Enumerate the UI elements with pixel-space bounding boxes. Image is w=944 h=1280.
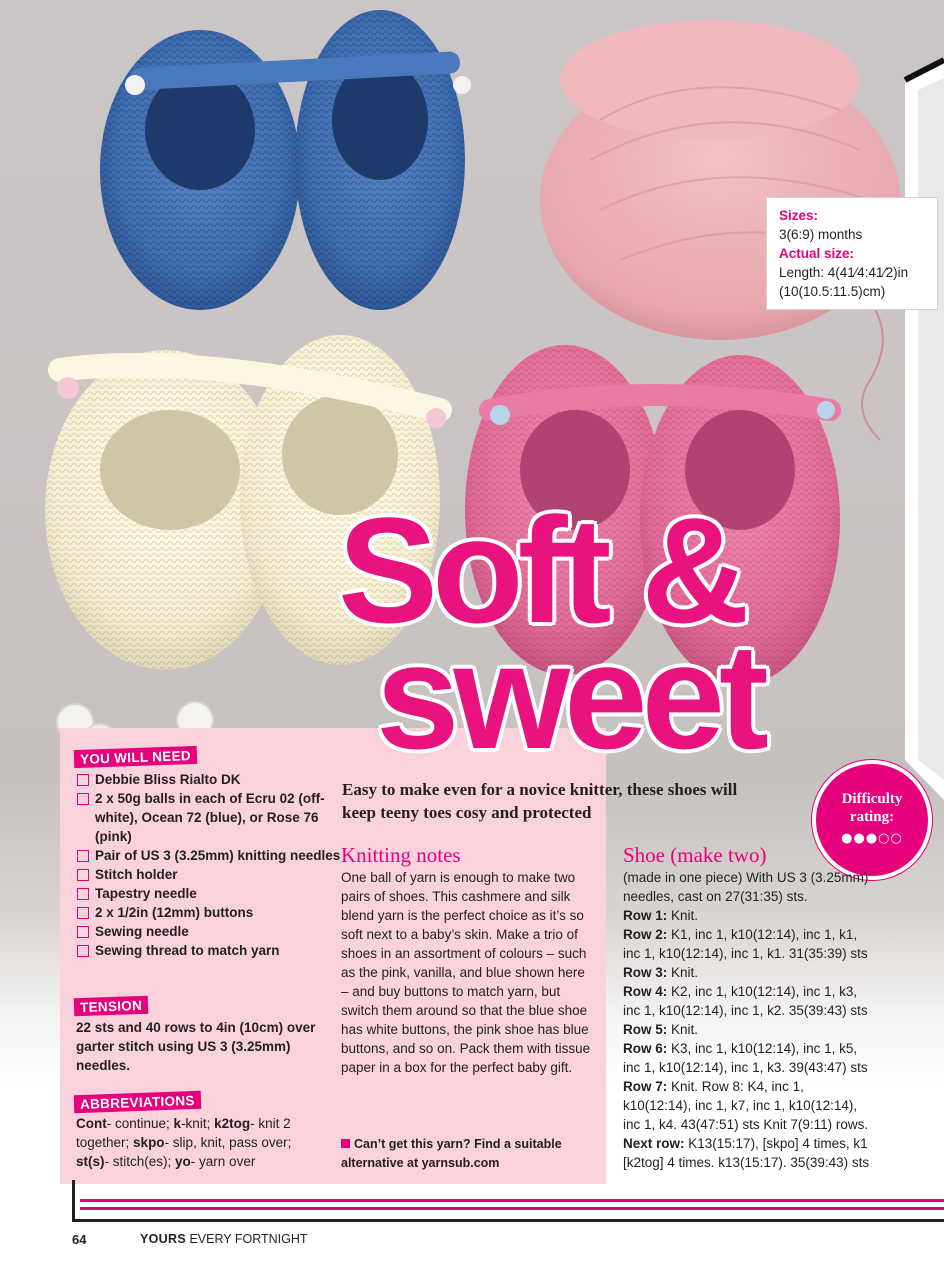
pattern-row bbox=[623, 925, 875, 963]
row-text: K13(15:17), [skpo] 4 times, k1 [k2tog] 4 times. k13(15:17). 35(39:43) sts bbox=[623, 1136, 870, 1170]
pattern-row bbox=[623, 1039, 875, 1077]
row-label: Row 6: bbox=[623, 1041, 668, 1056]
difficulty-label-1: Difficulty bbox=[841, 791, 903, 807]
pattern-row bbox=[623, 982, 875, 1020]
list-item: Tapestry needle bbox=[76, 884, 346, 903]
row-text: Knit. Row 8: K4, inc 1, k10(12:14), inc 1, k7, inc 1, k10(12:14), inc 1, k4. 43(47:51) sts Knit 7(9:11) rows. bbox=[623, 1079, 869, 1132]
list-item: Stitch holder bbox=[76, 865, 346, 884]
list-item: 2 x 50g balls in each of Ecru 02 (off-white), Ocean 72 (blue), or Rose 76 (pink) bbox=[76, 789, 346, 846]
difficulty-rating-dots: ●●●○○ bbox=[841, 831, 903, 846]
difficulty-label-2: rating: bbox=[849, 809, 895, 825]
abbrev-def: - continue; bbox=[106, 1116, 174, 1131]
page-number: 64 bbox=[72, 1232, 87, 1247]
tension-text: 22 sts and 40 rows to 4in (10cm) over garter stitch using US 3 (3.25mm) needles. bbox=[76, 1020, 316, 1073]
tension-heading: TENSION bbox=[74, 996, 149, 1017]
list-item: Debbie Bliss Rialto DK bbox=[76, 770, 346, 789]
row-label: Row 7: bbox=[623, 1079, 668, 1094]
knitting-notes-text: One ball of yarn is enough to make two pairs of shoes. This cashmere and silk blend yarn is the perfect choice as it’s so soft next to a baby’s skin. Make a trio of shoes in an assortment of colours – such as the pink, vanilla, and blue shown here – and buy buttons to match yarn, but switch them around so that the blue shoe has white buttons, the pink shoe has blue buttons, and so on. Pack them with tissue paper in a box for the perfect baby gift. bbox=[341, 870, 591, 1075]
row-label: Next row: bbox=[623, 1136, 685, 1151]
shoe-heading: Shoe (make two) bbox=[623, 843, 767, 867]
row-text: K1, inc 1, k10(12:14), inc 1, k1, inc 1, k10(12:14), inc 1, k1. 31(35:39) sts bbox=[623, 927, 868, 961]
pattern-row bbox=[623, 1077, 875, 1134]
abbrev-term: skpo bbox=[133, 1135, 165, 1150]
footer-rule bbox=[72, 1219, 944, 1222]
abbrev-def: - yarn over bbox=[190, 1154, 256, 1169]
actual-size-line2: (10(10.5:11.5)cm) bbox=[779, 284, 886, 299]
headline-line2: sweet bbox=[376, 612, 763, 780]
abbrev-term: Cont bbox=[76, 1116, 107, 1131]
row-label: Row 4: bbox=[623, 984, 668, 999]
row-label: Row 2: bbox=[623, 927, 668, 942]
abbrev-def: - knit 2 together; bbox=[76, 1116, 291, 1150]
abbrev-def: -knit; bbox=[181, 1116, 215, 1131]
bullet-square-icon bbox=[341, 1139, 350, 1148]
magazine-frequency: EVERY FORTNIGHT bbox=[189, 1232, 308, 1246]
row-text: Knit. bbox=[667, 965, 699, 980]
list-item: Sewing thread to match yarn bbox=[76, 941, 346, 960]
yarn-substitute-note bbox=[341, 1135, 596, 1173]
you-will-need-heading: YOU WILL NEED bbox=[74, 746, 197, 768]
abbrev-def: - slip, knit, pass over; bbox=[164, 1135, 292, 1150]
row-text: Knit. bbox=[667, 908, 699, 923]
abbrev-term: st(s) bbox=[76, 1154, 105, 1169]
pattern-row bbox=[623, 906, 875, 925]
row-text: K3, inc 1, k10(12:14), inc 1, k5, inc 1, k10(12:14), inc 1, k3. 39(43:47) sts bbox=[623, 1041, 868, 1075]
list-item: Pair of US 3 (3.25mm) knitting needles bbox=[76, 846, 346, 865]
sizes-value: 3(6:9) months bbox=[779, 227, 863, 242]
row-text: K2, inc 1, k10(12:14), inc 1, k3, inc 1, k10(12:14), inc 1, k2. 35(39:43) sts bbox=[623, 984, 868, 1018]
sizes-box bbox=[766, 197, 938, 310]
abbrev-def: - stitch(es); bbox=[104, 1154, 176, 1169]
yarn-substitute-text: Can’t get this yarn? Find a suitable alternative at yarnsub.com bbox=[341, 1137, 562, 1170]
magazine-name: YOURS bbox=[140, 1232, 186, 1246]
headline-line1: Soft & bbox=[338, 486, 744, 654]
list-item: 2 x 1/2in (12mm) buttons bbox=[76, 903, 346, 922]
list-item: Sewing needle bbox=[76, 922, 346, 941]
frame-line bbox=[72, 1180, 75, 1222]
frame-edge bbox=[905, 60, 944, 800]
abbrev-term: k2tog bbox=[214, 1116, 251, 1131]
standfirst: Easy to make even for a novice knitter, these shoes will keep teeny toes cosy and protected bbox=[342, 780, 738, 822]
row-text: Knit. bbox=[667, 1022, 699, 1037]
magazine-footer bbox=[140, 1232, 308, 1246]
headline bbox=[338, 486, 818, 780]
footer-rule bbox=[80, 1207, 944, 1210]
abbreviations-text bbox=[76, 1114, 326, 1171]
difficulty-badge bbox=[812, 760, 932, 880]
actual-size-line1: Length: 4(41⁄4:41⁄2)in bbox=[779, 265, 909, 280]
abbrev-term: yo bbox=[175, 1154, 191, 1169]
shoe-pattern bbox=[623, 868, 875, 1172]
row-label: Row 3: bbox=[623, 965, 668, 980]
shoe-intro: (made in one piece) With US 3 (3.25mm) needles, cast on 27(31:35) sts. bbox=[623, 870, 869, 904]
pattern-row bbox=[623, 1020, 875, 1039]
you-will-need-list bbox=[76, 770, 346, 960]
actual-size-label: Actual size: bbox=[779, 246, 855, 261]
abbrev-term: k bbox=[173, 1116, 182, 1131]
row-label: Row 5: bbox=[623, 1022, 668, 1037]
sizes-label: Sizes: bbox=[779, 208, 819, 223]
pattern-row bbox=[623, 1134, 875, 1172]
knitting-notes-heading: Knitting notes bbox=[341, 843, 461, 867]
footer-rule bbox=[80, 1199, 944, 1202]
pattern-row bbox=[623, 963, 875, 982]
abbreviations-heading: ABBREVIATIONS bbox=[74, 1091, 201, 1113]
row-label: Row 1: bbox=[623, 908, 668, 923]
